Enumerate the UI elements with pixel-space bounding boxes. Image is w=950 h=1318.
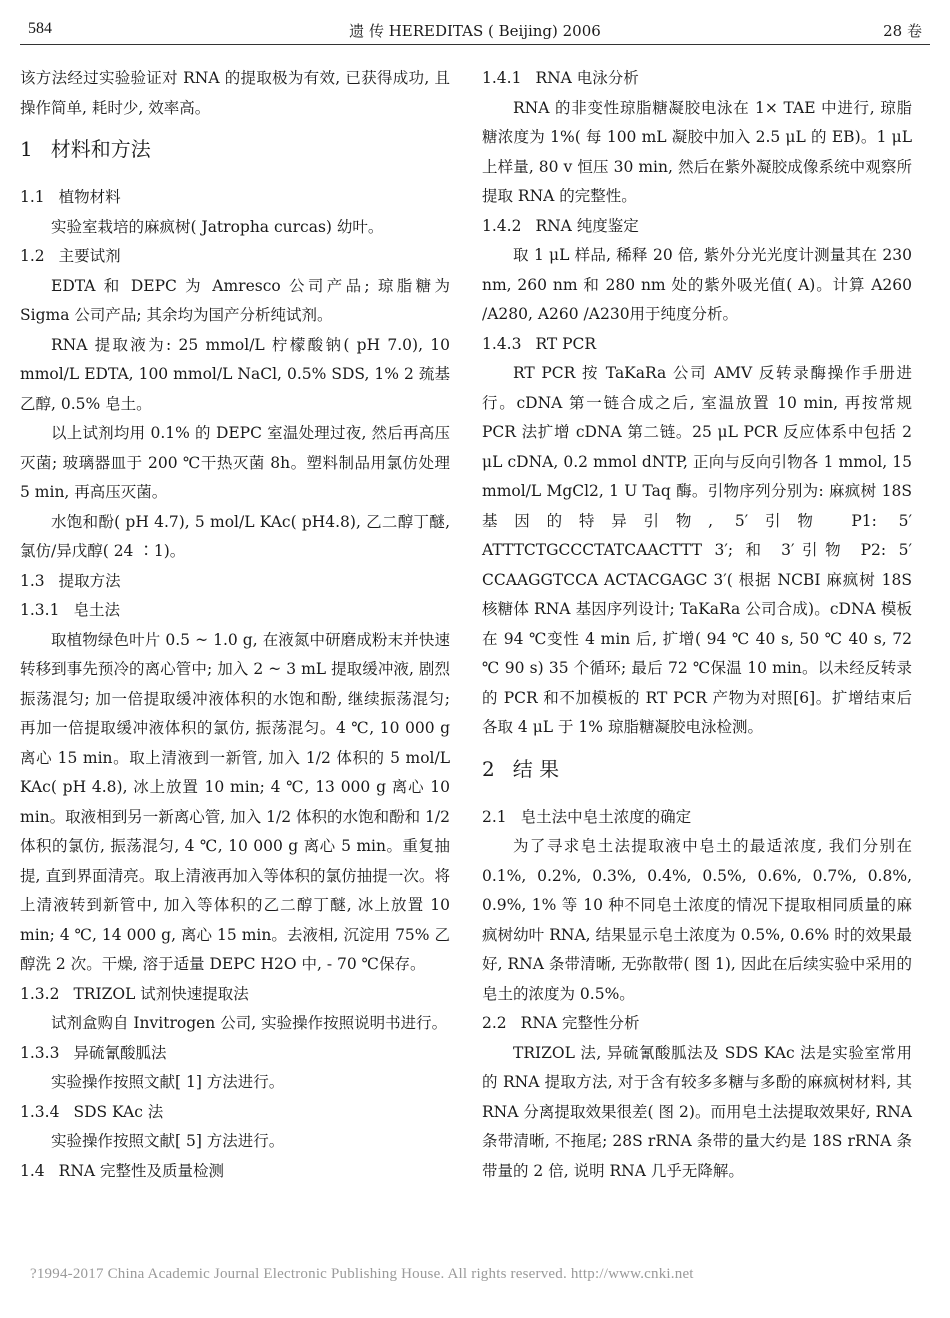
reagents-paragraph-3: 以上试剂均用 0.1% 的 DEPC 室温处理过夜, 然后再高压灭菌; 玻璃器皿于 200 ℃干热灭菌 8h。塑料制品用氯仿处理 5 min, 再高压灭菌。	[20, 424, 450, 501]
section-2-heading	[482, 749, 912, 789]
electrophoresis-text: RNA 的非变性琼脂糖凝胶电泳在 1× TAE 中进行, 琼脂糖浓度为 1%( 每 100 mL 凝胶中加入 2.5 μL 的 EB)。1 μL 上样量, 80 v 恒压 30 min, 然后在紫外凝胶成像系统中观察所提取 RNA 的完整性。	[482, 98, 912, 205]
section-number: 1.4.1	[482, 69, 522, 87]
page-header	[20, 14, 930, 42]
sds-kac-method-text: 实验操作按照文献[ 5] 方法进行。	[51, 1132, 285, 1150]
section-1-2-heading	[20, 242, 450, 272]
section-title: 皂土法中皂土浓度的确定	[520, 807, 692, 826]
section-1-3-3-heading	[20, 1039, 450, 1069]
section-1-1-text: 实验室栽培的麻疯树( Jatropha curcas) 幼叶。	[51, 217, 384, 236]
copyright-footer: ?1994-2017 China Academic Journal Electronic Publishing House. All rights reserved. http://www.cnki.net	[30, 1266, 694, 1282]
right-column	[482, 64, 912, 1186]
section-number: 1.3.1	[20, 601, 60, 619]
reagents-paragraph-4: 水饱和酚( pH 4.7), 5 mol/L KAc( pH4.8), 乙二醇丁醚, 氯仿/异戊醇( 24 ∶1)。	[20, 512, 450, 560]
section-number: 1.3	[20, 571, 45, 590]
reagents-paragraph-2: RNA 提取液为: 25 mmol/L 柠檬酸钠( pH 7.0), 10 mmol/L EDTA, 100 mmol/L NaCl, 0.5% SDS, 1% 2 巯基乙醇, 0.5% 皂土。	[20, 335, 450, 413]
section-1-4-2-heading	[482, 212, 912, 242]
section-1-heading	[20, 129, 450, 169]
intro-paragraph: 该方法经过实验验证对 RNA 的提取极为有效, 已获得成功, 且操作简单, 耗时少, 效率高。	[20, 69, 450, 117]
section-2-1-heading	[482, 803, 912, 833]
section-title: TRIZOL 试剂快速提取法	[73, 984, 249, 1003]
section-1-4-1-heading	[482, 64, 912, 94]
section-title: 提取方法	[58, 571, 121, 590]
section-number: 1.3.3	[20, 1043, 60, 1062]
section-1-1-heading	[20, 183, 450, 213]
section-number: 1.4	[20, 1161, 45, 1180]
section-title: 主要试剂	[58, 247, 121, 265]
section-number: 2.2	[482, 1014, 507, 1032]
journal-name: 遗 传 HEREDITAS ( Beijing) 2006	[349, 22, 601, 40]
section-title: RNA 完整性及质量检测	[58, 1161, 225, 1180]
section-number: 1.2	[20, 247, 45, 265]
rna-integrity-text: TRIZOL 法, 异硫氰酸胍法及 SDS KAc 法是实验室常用的 RNA 提取方法, 对于含有较多多糖与多酚的麻疯树材料, 其 RNA 分离提取效果很差( 图 2)。而用皂土法提取效果好, RNA 条带清晰, 不拖尾; 28S rRNA 条带的量大约是 18S rRNA 条带量的 2 倍, 说明 RNA 几乎无降解。	[482, 1043, 912, 1180]
section-1-3-heading	[20, 567, 450, 597]
section-title: 异硫氰酸胍法	[73, 1043, 167, 1062]
section-title: RNA 纯度鉴定	[535, 216, 639, 235]
volume-label: 28 卷	[883, 22, 922, 40]
section-title: RNA 电泳分析	[535, 69, 639, 87]
section-1-3-4-heading	[20, 1098, 450, 1128]
bentonite-concentration-text: 为了寻求皂土法提取液中皂土的最适浓度, 我们分别在 0.1%, 0.2%, 0.3%, 0.4%, 0.5%, 0.6%, 0.7%, 0.8%, 0.9%, 1% 等 10 种不同皂土浓度的情况下提取相同质量的麻疯树幼叶 RNA, 结果显示皂土浓度为 0.5%, 0.6% 时的效果最好, RNA 条带清晰, 无弥散带( 图 1), 因此在后续实验中采用的皂土的浓度为 0.5%。	[482, 837, 912, 1003]
purity-text: 取 1 μL 样品, 稀释 20 倍, 紫外分光光度计测量其在 230 nm, 260 nm 和 280 nm 处的紫外吸光值( A)。计算 A260 /A280, A260 /A230用于纯度分析。	[482, 246, 912, 323]
section-number: 1.4.2	[482, 216, 522, 235]
section-title: SDS KAc 法	[73, 1102, 164, 1121]
bentonite-method-text: 取植物绿色叶片 0.5 ~ 1.0 g, 在液氮中研磨成粉末并快速转移到事先预冷的离心管中; 加入 2 ~ 3 mL 提取缓冲液, 剧烈振荡混匀; 加一倍提取缓冲液体积的水饱和酚, 继续振荡混匀; 再加一倍提取缓冲液体积的氯仿, 振荡混匀。4 ℃, 10 000 g 离心 15 min。取上清液到一新管, 加入 1/2 体积的 5 mol/L KAc( pH 4.8), 冰上放置 10 min; 4 ℃, 13 000 g 离心 10 min。取液相到另一新离心管, 加入 1/2 体积的水饱和酚和 1/2 体积的氯仿, 振荡混匀, 4 ℃, 10 000 g 离心 5 min。重复抽提, 直到界面清亮。取上清液再加入等体积的氯仿抽提一次。将上清液转到新管中, 加入等体积的乙二醇丁醚, 冰上放置 10 min; 4 ℃, 14 000 g, 离心 15 min。去液相, 沉淀用 75% 乙醇洗 2 次。干燥, 溶于适量 DEPC H2O 中, - 70 ℃保存。	[20, 630, 450, 973]
rt-pcr-text: RT PCR 按 TaKaRa 公司 AMV 反转录酶操作手册进行。cDNA 第一链合成之后, 室温放置 10 min, 再按常规 PCR 法扩增 cDNA 第二链。25 μL PCR 反应体系中包括 2 μL cDNA, 0.2 mmol dNTP, 正向与反向引物各 1 mmol, 15 mmol/L MgCl2, 1 U Taq 酶。引物序列分别为: 麻疯树 18S 基因的特异引物, 5′引物 P1: 5′ ATTTCTGCCCTATCAACTTT 3′; 和 3′引物 P2: 5′ CCAAGGTCCA ACTACGAGC 3′( 根据 NCBI 麻疯树 18S 核糖体 RNA 基因序列设计; TaKaRa 公司合成)。cDNA 模板在 94 ℃变性 4 min 后, 扩增( 94 ℃ 40 s, 50 ℃ 40 s, 72 ℃ 90 s) 35 个循环; 最后 72 ℃保温 10 min。以未经反转录的 PCR 和不加模板的 RT PCR 产物为对照[6]。扩增结束后各取 4 μL 于 1% 琼脂糖凝胶电泳检测。	[482, 364, 912, 736]
section-title: 结 果	[512, 756, 560, 781]
reagents-paragraph-1: EDTA 和 DEPC 为 Amresco 公司产品; 琼脂糖为 Sigma 公司产品; 其余均为国产分析纯试剂。	[20, 276, 450, 324]
section-number: 1.4.3	[482, 334, 522, 353]
section-number: 1.1	[20, 188, 45, 206]
section-title: RNA 完整性分析	[520, 1014, 640, 1032]
left-column	[20, 64, 450, 1186]
section-number: 2	[482, 756, 495, 781]
section-number: 1.3.2	[20, 984, 60, 1003]
section-1-4-heading	[20, 1157, 450, 1187]
section-1-4-3-heading	[482, 330, 912, 360]
guanidine-method-text: 实验操作按照文献[ 1] 方法进行。	[51, 1073, 285, 1091]
section-2-2-heading	[482, 1009, 912, 1039]
section-1-3-1-heading	[20, 596, 450, 626]
section-title: RT PCR	[535, 334, 597, 353]
header-rule	[20, 44, 930, 45]
section-title: 皂土法	[73, 601, 120, 619]
section-1-3-2-heading	[20, 980, 450, 1010]
section-number: 1.3.4	[20, 1102, 60, 1121]
section-title: 植物材料	[58, 188, 121, 206]
section-number: 2.1	[482, 807, 507, 826]
page-number: 584	[28, 20, 52, 37]
section-number: 1	[20, 137, 33, 161]
trizol-method-text: 试剂盒购自 Invitrogen 公司, 实验操作按照说明书进行。	[51, 1014, 448, 1032]
section-title: 材料和方法	[50, 137, 151, 161]
